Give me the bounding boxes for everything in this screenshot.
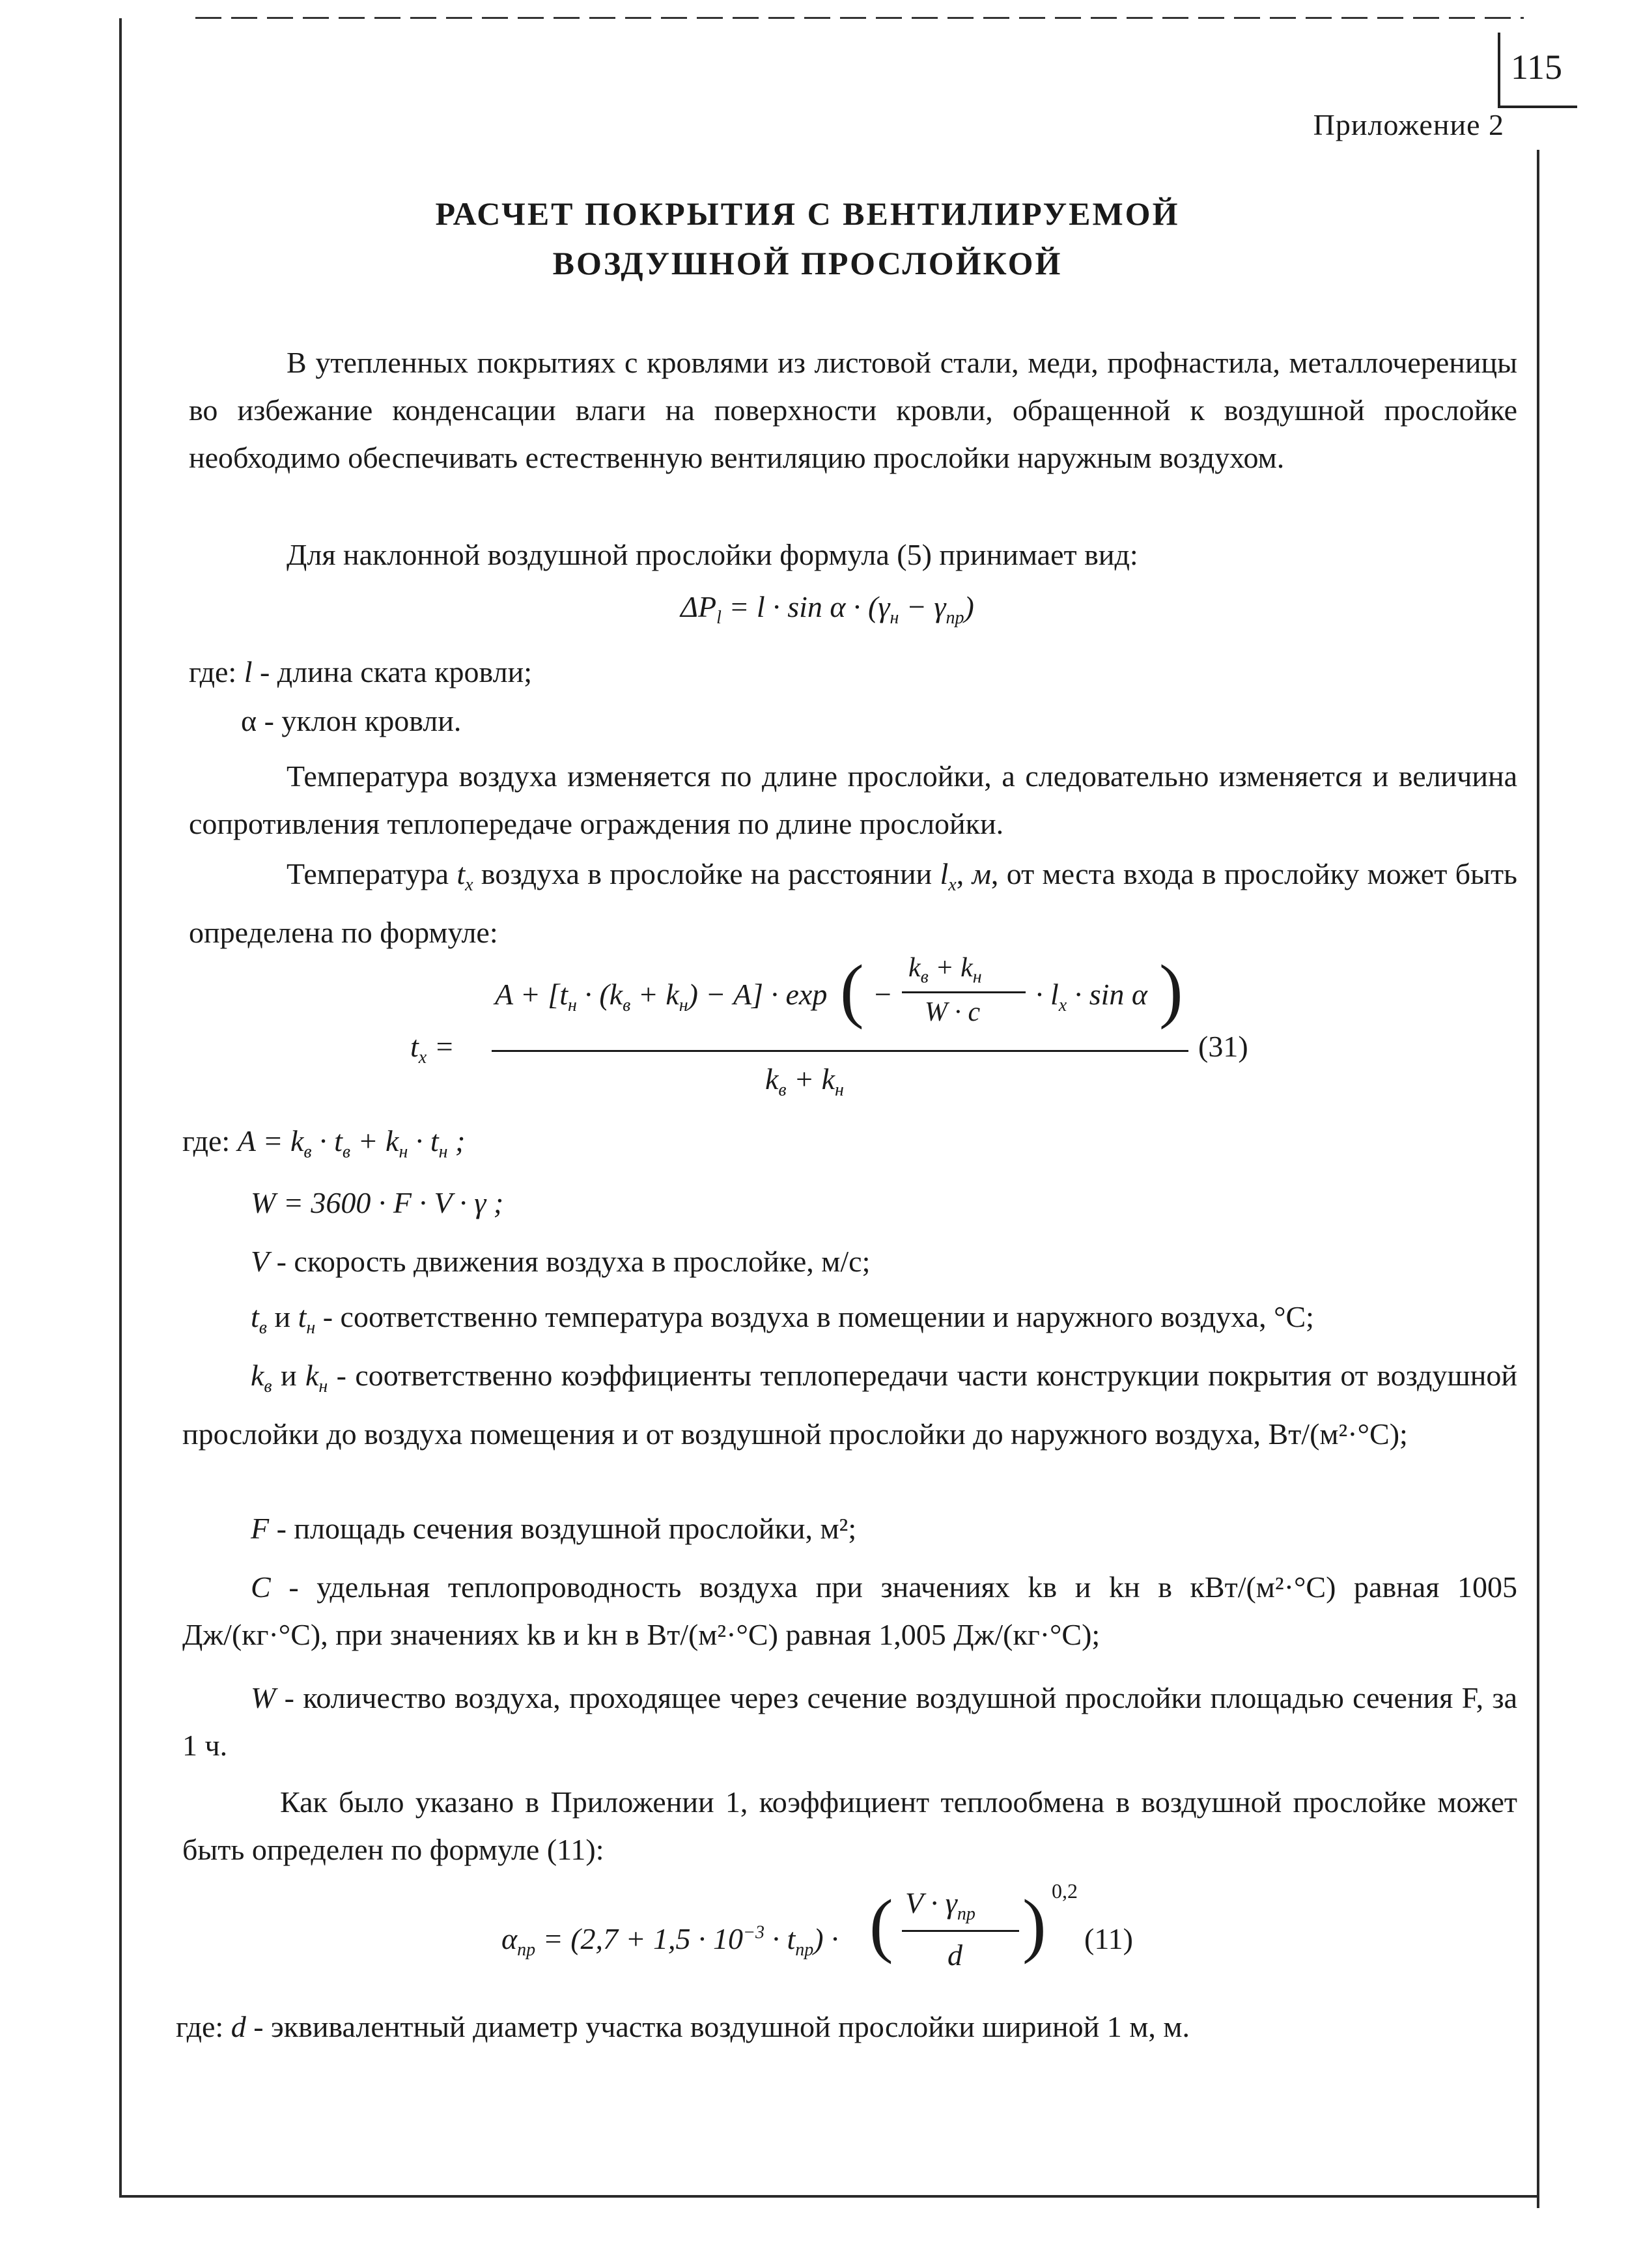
symbol-tv: $t_в$ [251,1300,267,1339]
symbol-W: W [251,1681,276,1714]
symbol-kv: $k_в$ [251,1359,272,1397]
formula-11-den: d [947,1938,962,1972]
where-alpha [241,697,1478,744]
symbol-alpha-desc: - уклон кровли. [264,704,462,737]
formula-11-bar [902,1930,1019,1932]
symbol-tx: $t_x$ [456,857,473,896]
symbol-alpha: α [241,704,257,737]
appendix-label: Приложение 2 [1313,108,1504,141]
symbol-l-desc: - длина ската кровли; [259,655,532,688]
symbol-C-desc: - удельная теплопроводность воздуха при значениях kв и kн в кВт/(м²·°С) равная 1005 Дж/(кг·°С), при значениях kв и kн в Вт/(м²·°С) равная 1,005 Дж/(кг·°С); [182,1570,1517,1651]
symbol-k-desc: - соответственно коэффициенты теплопередачи части конструкции покрытия от воздушной прослойки до воздуха помещения и от воздушной прослойки до наружного воздуха, Вт/(м²·°С); [182,1359,1517,1451]
formula-31-inner-num: $k_в + k_н$ [908,953,982,987]
definition-k [182,1352,1517,1458]
scan-left-border [119,18,122,2197]
formula-11-num: $V \cdot \gamma_{пр}$ [905,1886,975,1925]
paragraph-2: Для наклонной воздушной прослойки формула (5) принимает вид: [287,538,1138,571]
symbol-tn: $t_н$ [298,1300,316,1339]
para4-text-2: воздуха в прослойке на расстоянии [481,857,933,890]
symbol-kn: $k_н$ [305,1359,328,1397]
where-block-3 [176,2003,1511,2050]
scan-top-line [195,17,1524,19]
formula-31-number: (31) [1198,1030,1248,1063]
symbol-W-desc: - количество воздуха, проходящее через сечение воздушной прослойки площадью сечения F, за 1 ч. [182,1681,1518,1762]
symbol-V: V [251,1245,270,1278]
formula-11-paren-right: ) [1022,1885,1046,1964]
definition-A: $A = k_в \cdot t_в + k_н \cdot t_н$ ; [237,1124,466,1163]
formula-31-paren-left: ( [840,950,864,1030]
and-1: и [274,1300,291,1333]
symbol-V-desc: - скорость движения воздуха в прослойке, м/с; [276,1245,871,1278]
paragraph-3: Температура воздуха изменяется по длине прослойки, а следовательно изменяется и величина сопротивления теплопередаче ограждения по длине прослойки. [189,759,1517,840]
symbol-d: d [231,2010,246,2043]
formula-31-inner-minus: − [873,978,893,1011]
and-2: и [280,1359,297,1392]
formula-31-inner-den: W · c [925,997,981,1027]
formula-31-inner-tail: · $l_x \cdot \sin \alpha$ [1035,978,1148,1016]
formula-11-exponent: 0,2 [1052,1879,1078,1903]
formula-31-denominator: $k_в + k_н$ [765,1062,844,1101]
where-block-2 [182,1117,1485,1176]
symbol-F: F [251,1512,270,1545]
paragraph-1: В утепленных покрытиях с кровлями из листовой стали, меди, профнастила, металлочереницы во избежание конденсации влаги на поверхности кровли, обращенной к воздушной прослойке необходимо обеспечивать естественную вентиляцию прослойки наружным воздухом. [189,346,1517,474]
symbol-m: м [972,857,991,890]
title-line-2: ВОЗДУШНОЙ ПРОСЛОЙКОЙ [552,245,1063,281]
paragraph-5: Как было указано в Приложении 1, коэффициент теплообмена в воздушной прослойке может быть определен по формуле (11): [182,1785,1517,1866]
definition-W: W = 3600 · F · V · γ ; [251,1186,504,1219]
formula-31-numerator: $A + [t_н \cdot (k_в + k_н) - A] \cdot \exp$ [495,978,828,1016]
where-label-2: где: [182,1124,231,1157]
scan-right-border [1537,150,1539,2208]
where-label-3: где: [176,2010,224,2043]
where-label: где: [189,655,237,688]
symbol-d-desc: - эквивалентный диаметр участка воздушной прослойки шириной 1 м, м. [253,2010,1190,2043]
formula-31-inner-bar [902,991,1026,993]
formula-11-paren-left: ( [869,1885,893,1964]
definition-C [182,1563,1517,1658]
definition-V [251,1238,1488,1285]
definition-Wq [182,1674,1517,1769]
title-line-1: РАСЧЕТ ПОКРЫТИЯ С ВЕНТИЛИРУЕМОЙ [435,195,1180,232]
para4-text-3: , от места входа в прослойку [990,857,1360,890]
formula-31-paren-right: ) [1159,950,1183,1030]
symbol-C: C [251,1570,271,1604]
paragraph-4 [189,850,1517,956]
symbol-t-desc: - соответственно температура воздуха в помещении и наружного воздуха, °С; [322,1300,1314,1333]
formula-31-lhs: $t_x$ = [410,1030,455,1068]
definition-F [251,1505,1488,1552]
definition-t [251,1293,1521,1352]
symbol-lx: $l_x$ [940,857,957,896]
para4-comma: , [956,857,964,890]
scan-bottom-line [119,2195,1539,2198]
where-block-1 [189,648,1491,696]
symbol-F-desc: - площадь сечения воздушной прослойки, м²; [276,1512,857,1545]
formula-31-main-bar [492,1050,1188,1052]
formula-11-lhs: $\alpha_{пр} = (2,7 + 1,5 \cdot 10^{-3} \cdot t_{пр})$ · [501,1922,839,1961]
para4-text-1: Температура [287,857,449,890]
formula-5: $\Delta P_l = l \cdot \sin \alpha \cdot (\gamma_н - \gamma_{пр})$ [680,590,974,629]
para4-text-4: может быть определена по формуле: [189,857,1518,950]
page-number: 115 [1511,48,1562,87]
symbol-l: l [244,655,253,688]
page-title [365,189,1250,288]
formula-11-number: (11) [1084,1922,1133,1955]
